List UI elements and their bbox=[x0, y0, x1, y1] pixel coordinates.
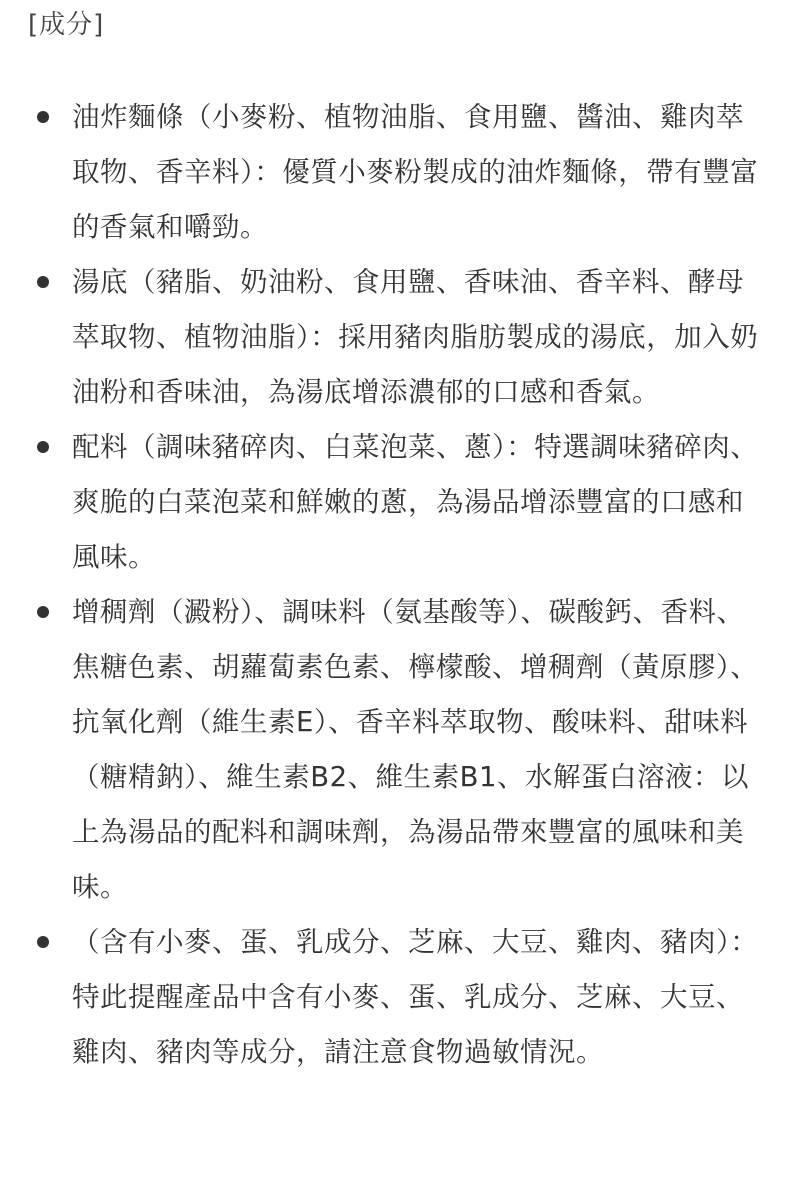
ingredient-text: 油炸麵條（小麥粉、植物油脂、食用鹽、醬油、雞肉萃取物、香辛料）：優質小麥粉製成的油炸麵條，帶有豐富的香氣和嚼勁。 bbox=[72, 101, 759, 243]
ingredient-list bbox=[0, 90, 805, 1080]
section-title: [成分] bbox=[28, 10, 105, 40]
ingredient-item-toppings bbox=[0, 420, 805, 585]
ingredient-item-noodles bbox=[0, 90, 805, 255]
bullet-icon bbox=[37, 111, 49, 123]
bullet-icon bbox=[37, 276, 49, 288]
bullet-icon bbox=[37, 441, 49, 453]
ingredient-text: （含有小麥、蛋、乳成分、芝麻、大豆、雞肉、豬肉）：特此提醒產品中含有小麥、蛋、乳成分、芝麻、大豆、雞肉、豬肉等成分，請注意食物過敏情況。 bbox=[72, 926, 759, 1068]
ingredient-item-allergens bbox=[0, 915, 805, 1080]
bullet-icon bbox=[37, 936, 49, 948]
ingredient-item-additives bbox=[0, 585, 805, 915]
ingredient-text: 配料（調味豬碎肉、白菜泡菜、蔥）：特選調味豬碎肉、爽脆的白菜泡菜和鮮嫩的蔥，為湯品增添豐富的口感和風味。 bbox=[72, 431, 759, 573]
ingredient-text: 增稠劑（澱粉）、調味料（氨基酸等）、碳酸鈣、香料、焦糖色素、胡蘿蔔素色素、檸檬酸、增稠劑（黃原膠）、抗氧化劑（維生素E）、香辛料萃取物、酸味料、甜味料（糖精鈉）、維生素B2、維生素B1、水解蛋白溶液：以上為湯品的配料和調味劑，為湯品帶來豐富的風味和美味。 bbox=[72, 596, 759, 903]
bullet-icon bbox=[37, 606, 49, 618]
ingredient-item-soup-base bbox=[0, 255, 805, 420]
ingredient-text: 湯底（豬脂、奶油粉、食用鹽、香味油、香辛料、酵母萃取物、植物油脂）：採用豬肉脂肪製成的湯底，加入奶油粉和香味油，為湯底增添濃郁的口感和香氣。 bbox=[72, 266, 759, 408]
